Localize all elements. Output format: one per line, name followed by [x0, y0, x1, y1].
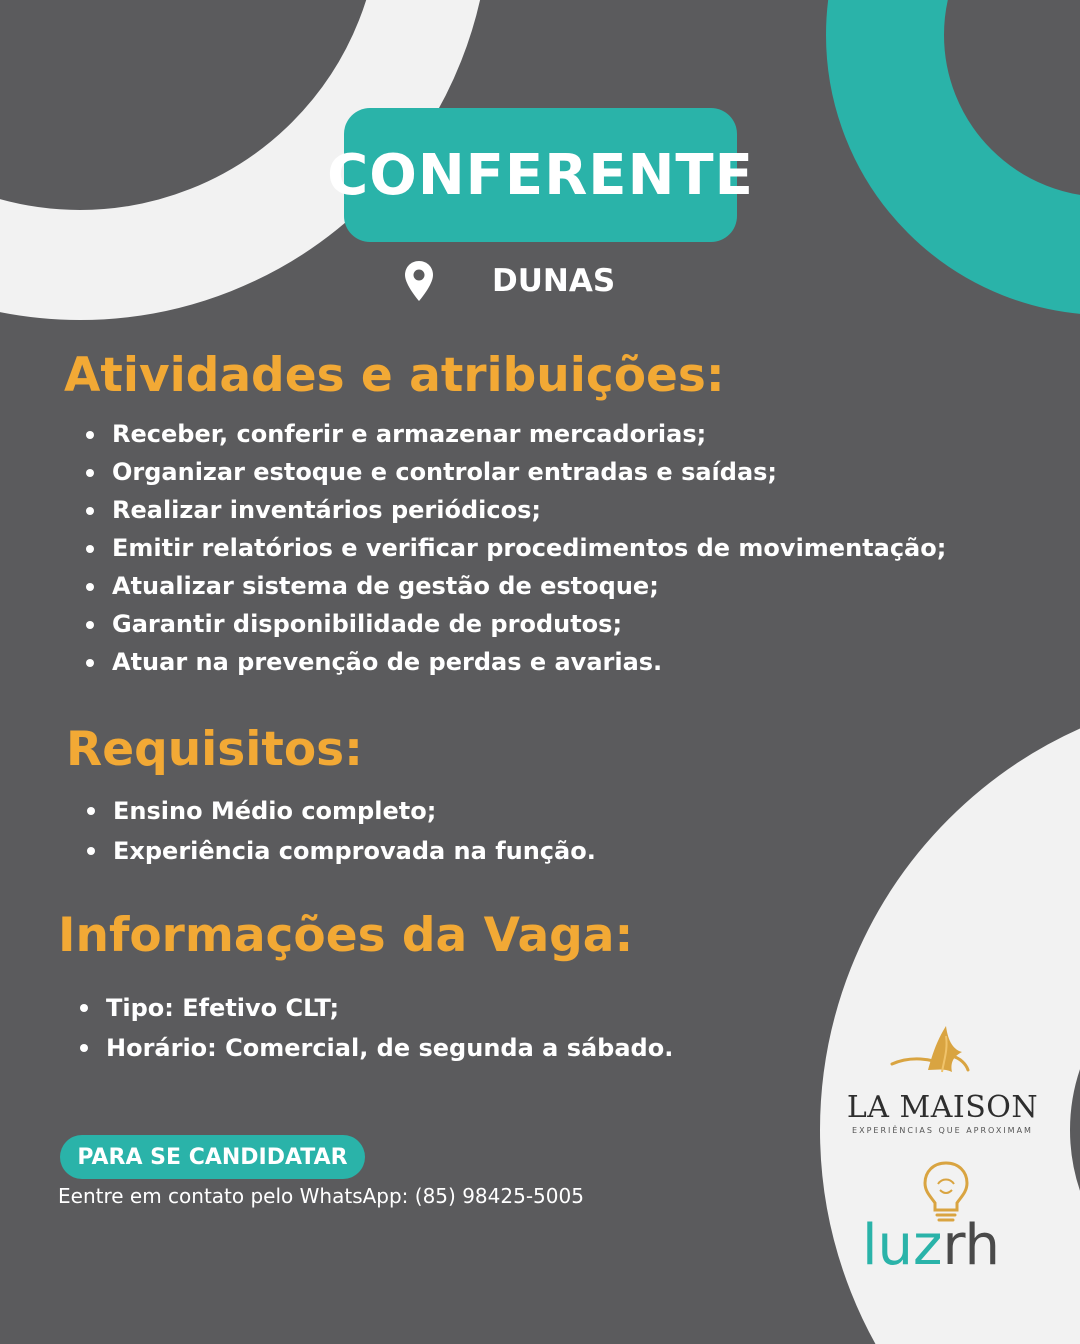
list-item: Receber, conferir e armazenar mercadorias;: [86, 415, 946, 453]
activities-heading: Atividades e atribuições:: [64, 348, 725, 403]
location-label: DUNAS: [492, 263, 616, 299]
list-item: Experiência comprovada na função.: [87, 831, 596, 871]
job-info-heading: Informações da Vaga:: [58, 908, 634, 963]
list-item: Horário: Comercial, de segunda a sábado.: [80, 1028, 673, 1068]
decorative-ring-teal-top-right: [826, 0, 1080, 315]
la-maison-logo: [840, 1020, 1045, 1135]
list-item: Garantir disponibilidade de produtos;: [86, 605, 946, 643]
list-item: Emitir relatórios e verificar procedimentos de movimentação;: [86, 529, 946, 567]
list-item: Atualizar sistema de gestão de estoque;: [86, 567, 946, 605]
activities-list: [86, 415, 946, 681]
job-title: CONFERENTE: [327, 142, 754, 208]
la-maison-tagline: EXPERIÊNCIAS QUE APROXIMAM: [852, 1126, 1033, 1135]
list-item: Atuar na prevenção de perdas e avarias.: [86, 643, 946, 681]
luzrh-wordmark: [862, 1213, 1012, 1278]
map-pin-icon: [404, 260, 434, 302]
list-item: Realizar inventários periódicos;: [86, 491, 946, 529]
luzrh-logo: [862, 1160, 1012, 1278]
luzrh-wordmark-rh: rh: [942, 1213, 1000, 1278]
list-item: Organizar estoque e controlar entradas e saídas;: [86, 453, 946, 491]
requirements-heading: Requisitos:: [66, 722, 363, 777]
luzrh-wordmark-luz: luz: [862, 1213, 943, 1278]
apply-button[interactable]: PARA SE CANDIDATAR: [60, 1135, 365, 1179]
la-maison-name: LA MAISON: [846, 1090, 1039, 1125]
location: [404, 260, 615, 302]
list-item: Ensino Médio completo;: [87, 791, 596, 831]
leaf-swirl-icon: [888, 1020, 974, 1090]
requirements-list: [87, 791, 596, 871]
list-item: Tipo: Efetivo CLT;: [80, 988, 673, 1028]
job-title-box: [327, 108, 754, 242]
job-info-list: [80, 988, 673, 1068]
contact-info: Eentre em contato pelo WhatsApp: (85) 98425-5005: [58, 1184, 584, 1208]
